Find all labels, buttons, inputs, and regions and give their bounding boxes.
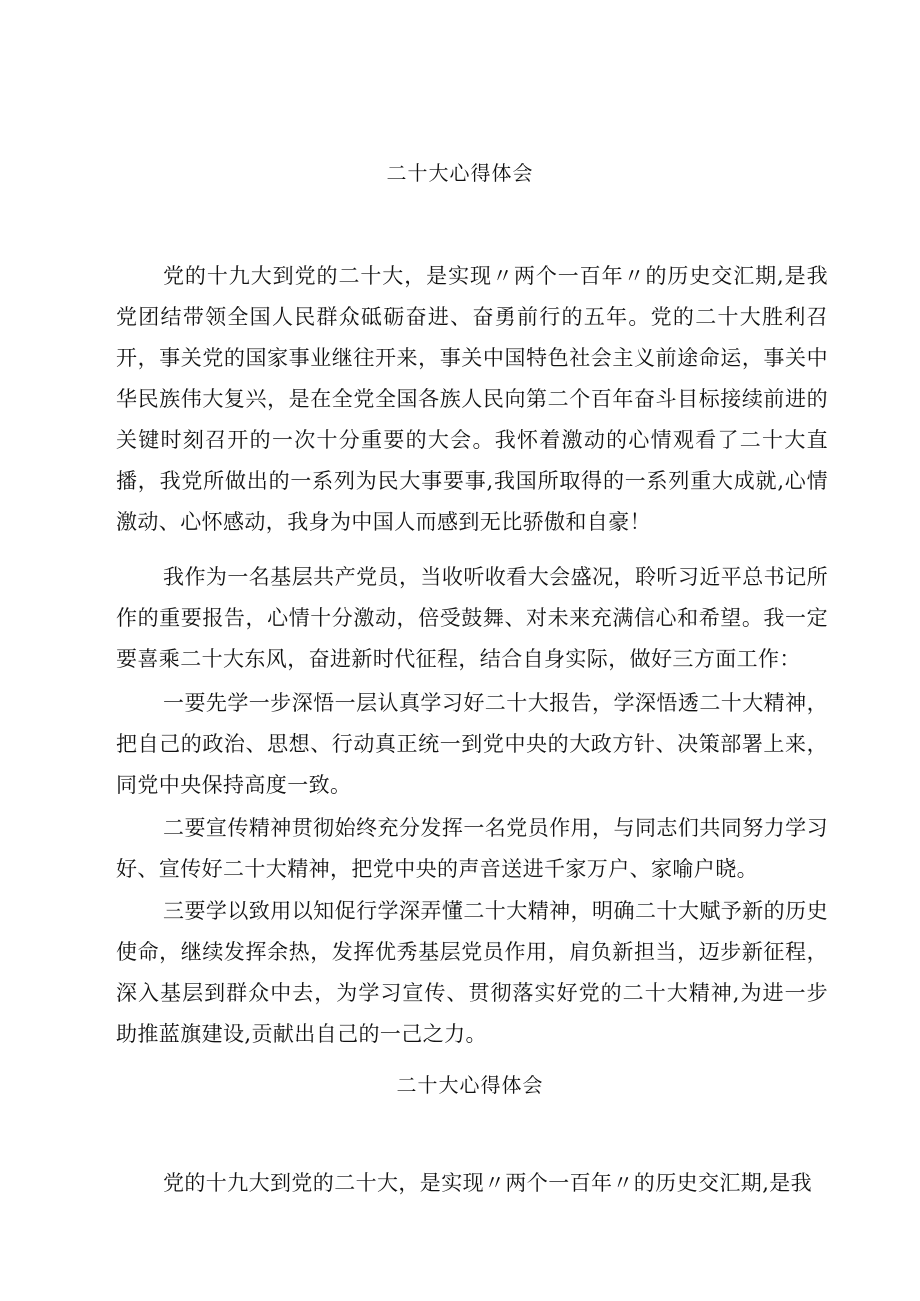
paragraph-commitment: 我作为一名基层共产党员，当收听收看大会盛况，聆听习近平总书记所作的重要报告，心情十分激动，倍受鼓舞、对未来充满信心和希望。我一定要喜乘二十大东风，奋进新时代征程，结合自身实际，做好三方面工作： (116, 565, 828, 671)
paragraph-intro: 党的十九大到党的二十大，是实现〃两个一百年〃的历史交汇期,是我党团结带领全国人民群众砥砺奋进、奋勇前行的五年。党的二十大胜利召开，事关党的国家事业继往开来，事关中国特色社会主义前途命运，事关中华民族伟大复兴，是在全党全国各族人民向第二个百年奋斗目标接续前进的关键时刻召开的一次十分重要的大会。我怀着激动的心情观看了二十大直播，我党所做出的一系列为民大事要事,我国所取得的一系列重大成就,心情激动、心怀感动，我身为中国人而感到无比骄傲和自豪！ (116, 264, 828, 534)
paragraph-point-one: 一要先学一步深悟一层认真学习好二十大报告，学深悟透二十大精神，把自己的政治、思想、行动真正统一到党中央的大政方针、决策部署上来，同党中央保持高度一致。 (116, 691, 828, 797)
document-title: 二十大心得体会 (386, 161, 534, 185)
repeat-document-title: 二十大心得体会 (396, 1073, 544, 1097)
paragraph-point-three: 三要学以致用以知促行学深弄懂二十大精神，明确二十大赋予新的历史使命，继续发挥余热，发挥优秀基层党员作用，肩负新担当，迈步新征程，深入基层到群众中去，为学习宣传、贯彻落实好党的二十大精神,为进一步助推蓝旗建设,贡献出自己的一己之力。 (116, 899, 828, 1046)
repeat-paragraph-first-line: 党的十九大到党的二十大，是实现〃两个一百年〃的历史交汇期,是我 (163, 1171, 813, 1195)
paragraph-point-two: 二要宣传精神贯彻始终充分发挥一名党员作用，与同志们共同努力学习好、宣传好二十大精神，把党中央的声音送进千家万户、家喻户晓。 (116, 816, 828, 881)
